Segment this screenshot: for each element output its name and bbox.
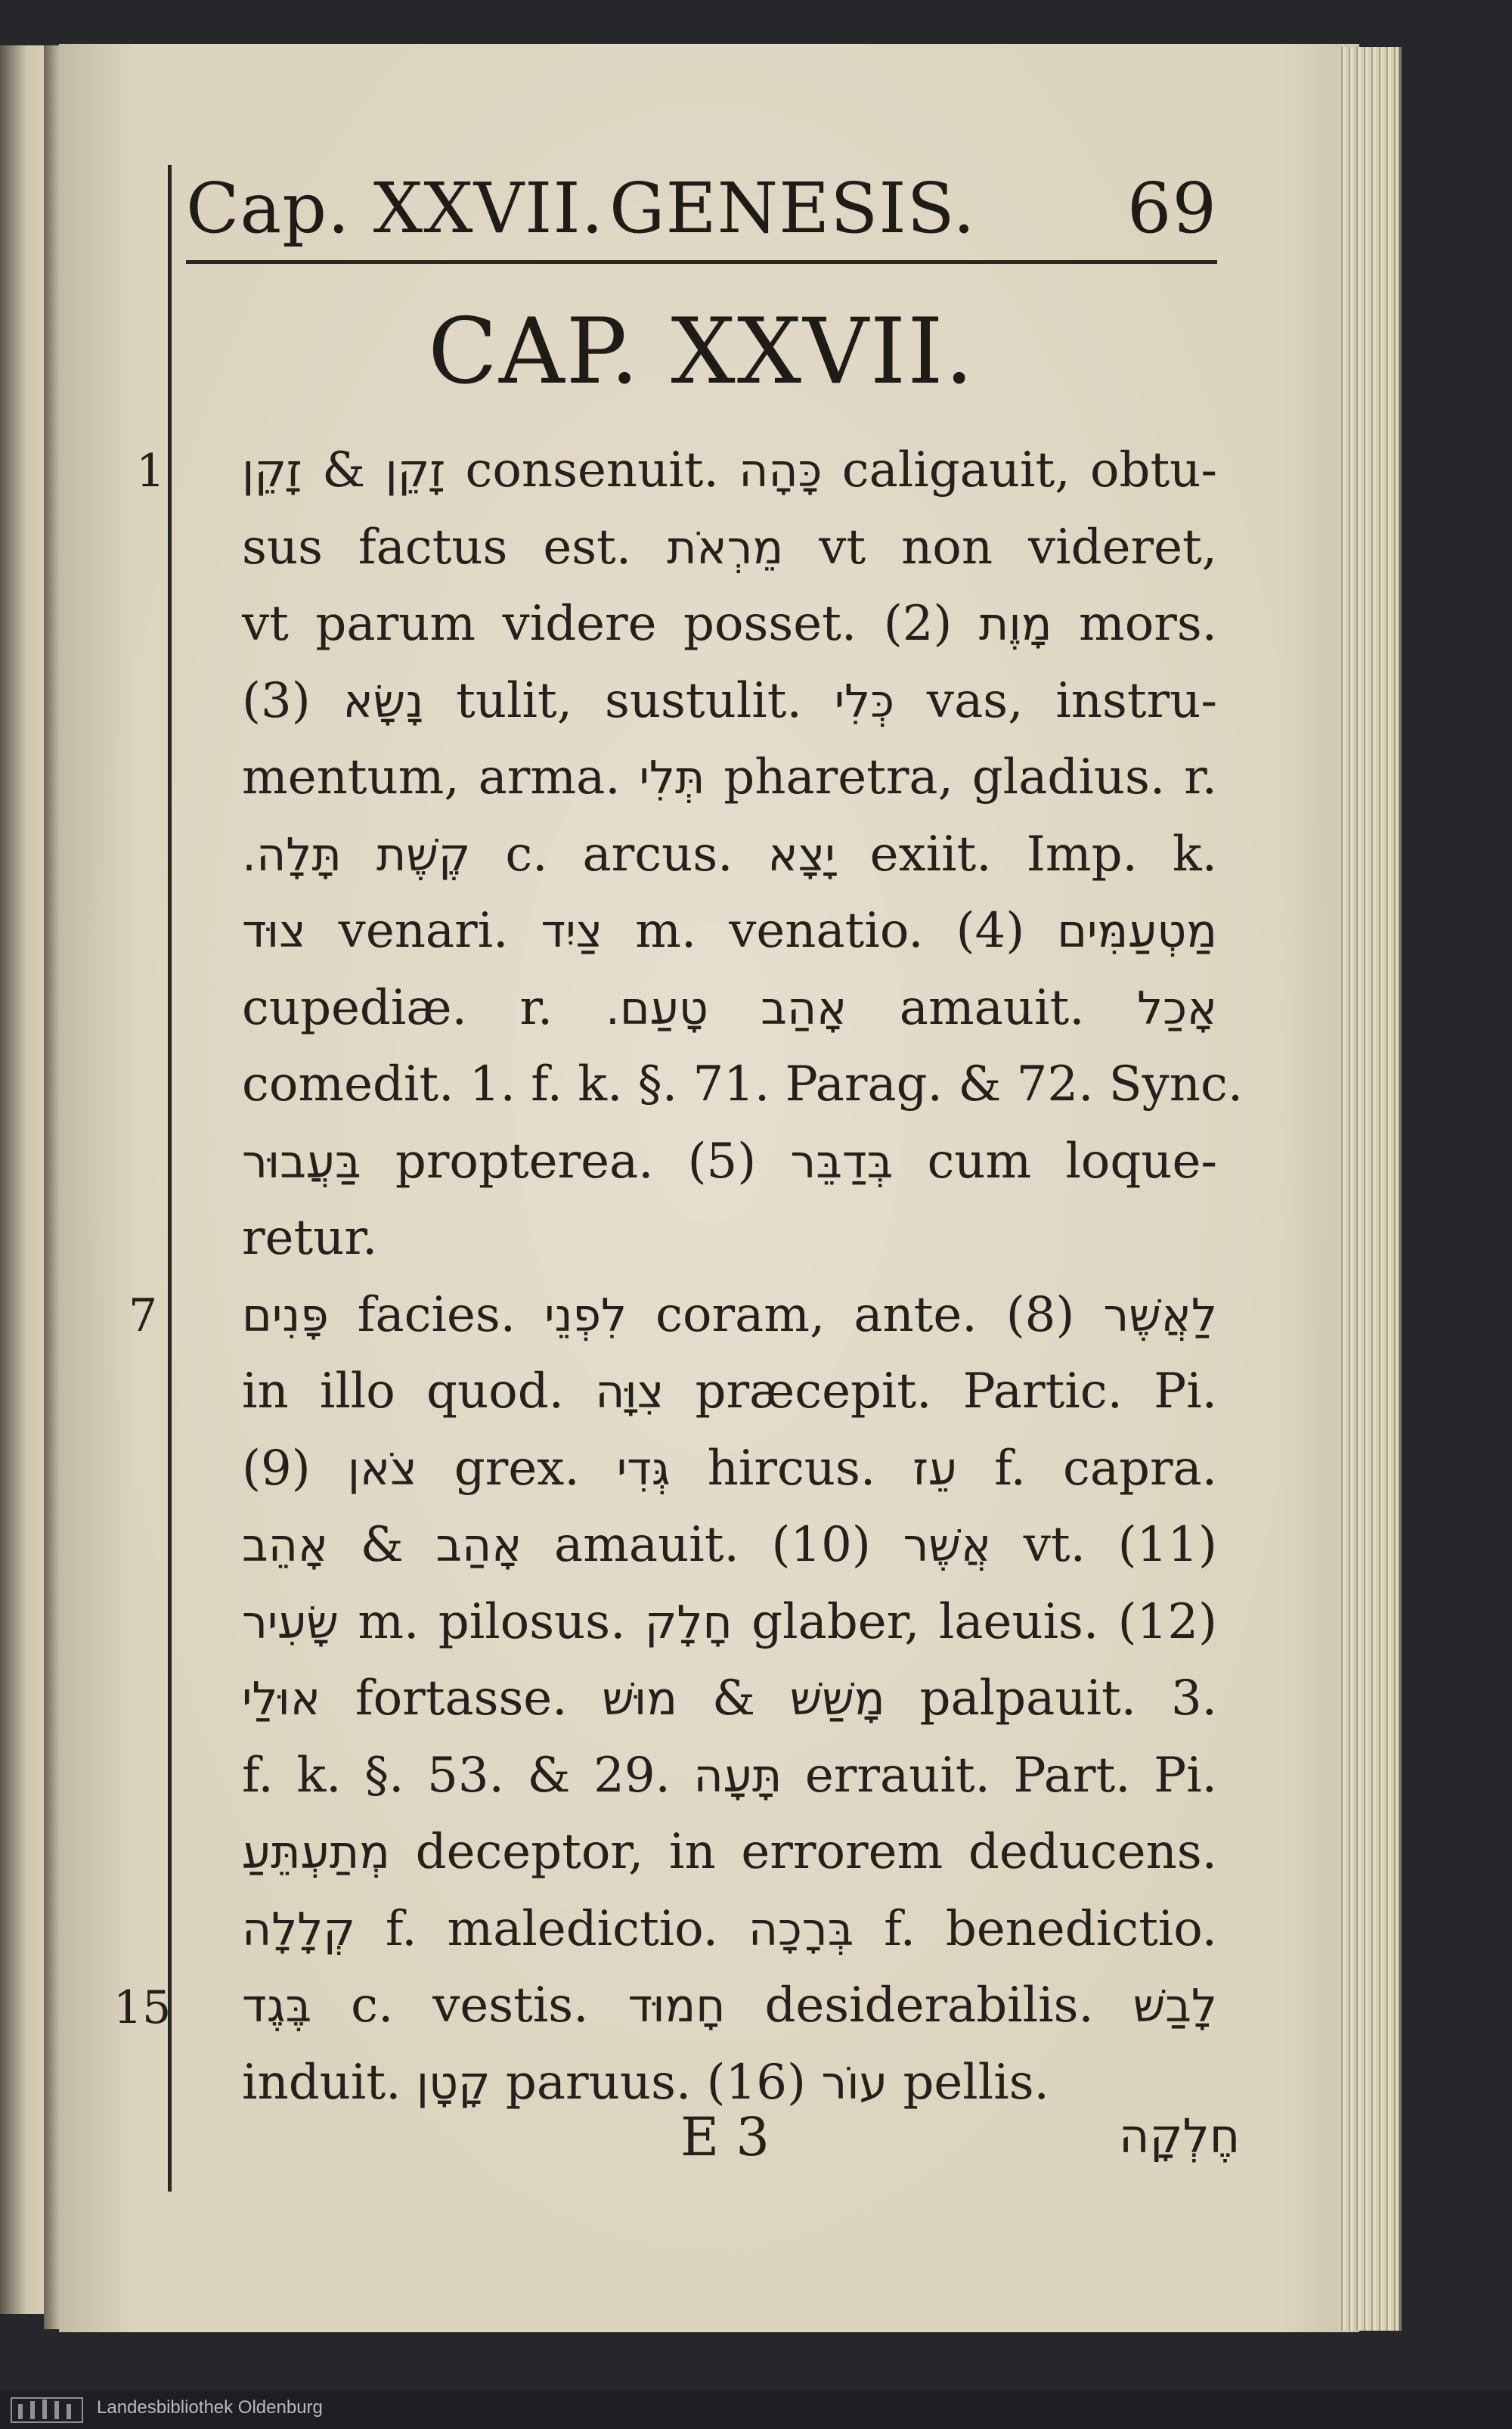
text-line [242, 433, 1217, 510]
latin-text: & [302, 442, 386, 498]
hebrew-word: כָּהָה [739, 445, 823, 498]
latin-text: vt. (11) [991, 1517, 1218, 1573]
hebrew-word: מָשַׁשׁ [789, 1673, 885, 1726]
latin-text: mentum, arma. [242, 749, 640, 805]
hebrew-word: בֶּגֶד [242, 1980, 312, 2033]
latin-text: in illo quod. [242, 1363, 596, 1419]
latin-text: comedit. 1. f. k. §. 71. Parag. & 72. Sync. [242, 1056, 1244, 1112]
hebrew-word: מָוֶת [978, 598, 1052, 651]
latin-text: c. vestis. [311, 1978, 628, 2033]
latin-text: f. capra. [957, 1440, 1218, 1497]
hebrew-word: אָהֵב [242, 1519, 328, 1572]
latin-text: grex. [417, 1440, 617, 1497]
latin-text: fortasse. [320, 1671, 603, 1726]
latin-text [708, 980, 761, 1036]
latin-text [342, 827, 376, 883]
hebrew-word: זָקֵן [242, 445, 302, 498]
hebrew-word: מַטְעַמִּים [1057, 905, 1218, 958]
latin-text: mors. [1052, 596, 1218, 652]
text-line [242, 1891, 1217, 1968]
verse-number: 1 [136, 445, 166, 498]
hebrew-word: צַיִד [541, 905, 603, 958]
latin-text: f. k. §. 53. & 29. [242, 1747, 694, 1804]
hebrew-word: כְּלִי [834, 675, 894, 728]
latin-text: amauit. [847, 979, 1138, 1036]
hebrew-word: נָשָׂא [342, 675, 424, 728]
page-number: 69 [1126, 168, 1217, 249]
hebrew-word: לַאֲשֶׁר [1103, 1289, 1218, 1342]
latin-text: & [677, 1671, 790, 1726]
text-line [242, 510, 1217, 587]
hebrew-word: קָטָן [416, 2056, 491, 2110]
latin-text: m. venatio. (4) [603, 903, 1058, 959]
latin-text: caligauit, obtu- [822, 442, 1218, 498]
latin-text: hircus. [670, 1440, 913, 1497]
hebrew-word: תְּלִי [639, 752, 705, 805]
hebrew-word: מְתַעְתֵּעַ [242, 1826, 390, 1879]
footer-library-name: Landesbibliothek Oldenburg [97, 2397, 323, 2418]
hebrew-word: יָצָא [767, 828, 835, 882]
latin-text: sus factus est. [242, 519, 668, 575]
hebrew-word: בַּעֲבוּר [242, 1135, 361, 1189]
hebrew-word: עוֹר [821, 2056, 888, 2110]
library-logo-icon [11, 2397, 83, 2423]
text-line [242, 1431, 1217, 1508]
text-line [242, 1661, 1217, 1738]
hebrew-word: מוּשׁ [602, 1673, 678, 1726]
text-line [242, 1814, 1217, 1891]
hebrew-word: קֶשֶׁת [376, 828, 471, 882]
hebrew-word: תָּלָה. [242, 828, 342, 882]
latin-text: amauit. (10) [522, 1517, 903, 1573]
chapter-title: CAP. XXVII. [428, 299, 975, 405]
running-head [186, 159, 1217, 257]
latin-text: glaber, laeuis. (12) [732, 1593, 1218, 1650]
latin-text: propterea. (5) [361, 1133, 791, 1190]
glossary-text [242, 433, 1244, 2121]
page-edges [1338, 47, 1402, 2331]
latin-text: tulit, sustulit. [423, 672, 835, 729]
hebrew-word: עֵז [912, 1442, 958, 1496]
hebrew-word: אֲשֶׁר [903, 1519, 992, 1572]
hebrew-word: אָכַל [1137, 982, 1218, 1035]
latin-text: f. benedictio. [854, 1900, 1218, 1957]
text-line [242, 893, 1217, 970]
hebrew-word: פָּנִים [242, 1289, 329, 1342]
text-line [242, 586, 1217, 663]
hebrew-word: שָׂעִיר [242, 1596, 339, 1649]
margin-rule [168, 165, 172, 2192]
latin-text: consenuit. [445, 442, 739, 498]
latin-text: m. pilosus. [338, 1593, 645, 1650]
hebrew-word: לָבַשׁ [1132, 1980, 1218, 2033]
latin-text: venari. [305, 903, 541, 959]
text-line [242, 663, 1217, 740]
text-line [242, 1124, 1217, 1201]
hebrew-word: צֹאן [347, 1442, 417, 1496]
latin-text: præcepit. Partic. Pi. [664, 1363, 1217, 1419]
latin-text: pellis. [888, 2054, 1049, 2111]
latin-text: cupediæ. r. [242, 979, 606, 1036]
latin-text: & [328, 1517, 436, 1573]
hebrew-word: קְלָלָה [242, 1903, 355, 1956]
hebrew-word: חָמוּד [627, 1980, 726, 2033]
latin-text: (9) [242, 1440, 348, 1497]
text-line [242, 1200, 1217, 1277]
text-line [242, 1507, 1217, 1584]
hebrew-word: לִפְנֵי [544, 1289, 627, 1342]
latin-text: vt parum videre posset. (2) [242, 596, 979, 652]
latin-text: palpauit. 3. [885, 1671, 1217, 1726]
text-line [242, 817, 1217, 894]
header-rule [186, 260, 1217, 264]
hebrew-word: חָלָק [644, 1596, 733, 1649]
latin-text: c. arcus. [470, 826, 768, 883]
latin-text: facies. [328, 1286, 545, 1343]
latin-text: cum loque- [893, 1133, 1217, 1190]
latin-text: vas, instru- [894, 672, 1218, 729]
hebrew-word: אָהַב [761, 982, 847, 1035]
latin-text: errauit. Part. Pi. [782, 1747, 1217, 1804]
latin-text: deceptor, in errorem deducens. [389, 1824, 1217, 1880]
verse-number: 7 [129, 1289, 158, 1342]
latin-text: (3) [242, 672, 343, 729]
hebrew-word: אוּלַי [242, 1673, 321, 1726]
latin-text: coram, ante. (8) [627, 1286, 1104, 1343]
latin-text: desiderabilis. [725, 1978, 1133, 2033]
text-line [242, 1047, 1244, 1124]
hebrew-word: אָהַב [435, 1519, 522, 1572]
latin-text: f. maledictio. [355, 1900, 748, 1957]
text-line [242, 970, 1217, 1047]
running-head-book: GENESIS. [609, 168, 976, 249]
latin-text: paruus. (16) [490, 2054, 822, 2111]
latin-text: induit. [242, 2054, 417, 2111]
latin-text: exiit. Imp. k. [835, 826, 1218, 883]
hebrew-word: בְּרָכָה [748, 1903, 854, 1956]
hebrew-word: תָּעָה [693, 1749, 782, 1803]
text-line [242, 740, 1217, 817]
latin-text: retur. [242, 1210, 378, 1266]
hebrew-word: טָעַם. [605, 982, 708, 1035]
hebrew-word: גְּדִי [616, 1442, 671, 1496]
signature-mark: E 3 [680, 2106, 770, 2168]
hebrew-word: זָקֵן [385, 445, 446, 498]
catchword: חֶלְקָה [1119, 2108, 1241, 2164]
hebrew-word: צוּד [242, 905, 306, 958]
latin-text: pharetra, gladius. r. [705, 749, 1218, 805]
text-line [242, 1738, 1217, 1815]
hebrew-word: צִוָּה [595, 1366, 665, 1419]
hebrew-word: מֵרְאֹת [667, 521, 784, 575]
running-head-chapter: Cap. XXVII. [186, 168, 604, 249]
text-line [242, 1584, 1217, 1661]
hebrew-word: בְּדַבֵּר [790, 1135, 894, 1189]
text-line [242, 1354, 1217, 1431]
text-line [242, 1968, 1217, 2045]
text-line [242, 1277, 1217, 1354]
latin-text: vt non videret, [783, 519, 1218, 575]
verse-number: 15 [113, 1981, 172, 2034]
